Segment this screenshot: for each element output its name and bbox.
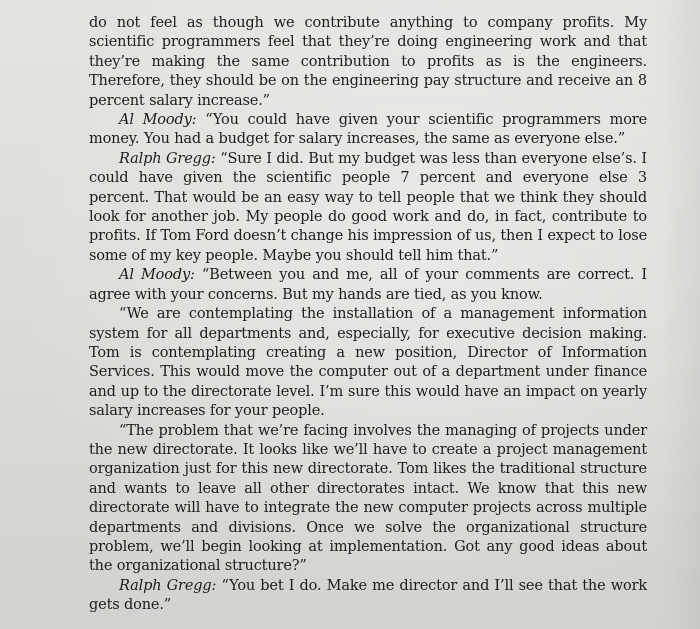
paragraph-6 <box>89 422 647 577</box>
speaker-al-moody: Al Moody: <box>119 267 195 284</box>
paragraph-7-text: “You bet I do. Make me director and I’ll see that the work gets done.” <box>89 577 648 614</box>
paragraph-4-text: “Between you and me, all of your comments are correct. I agree with your concerns. But my hands are tied, as you know. <box>89 267 647 303</box>
paragraph-6-text: “The problem that we’re facing involves the managing of projects under the new directorate. It looks like we’ll have to create a project management organization just for this new directorate. Tom likes the traditional structure and wants to leave all other directorates intact. We know that this new directorate will have to integrate the new computer projects across multiple departments and divisions. Once we solve the organizational structure problem, we’ll begin looking at implementation. Got any good ideas about the organizational structure?” <box>89 422 647 575</box>
paragraph-7 <box>89 577 647 616</box>
paragraph-2 <box>89 111 647 150</box>
speaker-ralph-gregg: Ralph Gregg: <box>119 577 217 594</box>
paragraph-2-text: “You could have given your scientific programmers more money. You had a budget for salary increases, the same as everyone else.” <box>89 112 647 148</box>
paragraph-5 <box>89 305 647 421</box>
speaker-ralph-gregg: Ralph Gregg: <box>119 150 216 167</box>
paragraph-4 <box>89 266 647 305</box>
speaker-al-moody: Al Moody: <box>119 112 197 129</box>
paragraph-5-text: “We are contemplating the installation of a management information system for all departments and, especially, for executive decision making. Tom is contemplating creating a new position, Director of Information Services. This would move the computer out of a department under finance and up to the directorate level. I’m sure this would have an impact on yearly salary increases for your people. <box>89 306 647 420</box>
paragraph-1 <box>89 14 647 111</box>
dialogue-text-block <box>89 14 647 616</box>
paragraph-3-text: “Sure I did. But my budget was less than everyone else’s. I could have given the scientific people 7 percent and everyone else 3 percent. That would be an easy way to tell people that we think they should look for another job. My people do good work and do, in fact, contribute to profits. If Tom Ford doesn’t change his impression of us, then I expect to lose some of my key people. Maybe you should tell him that.” <box>89 150 647 264</box>
paragraph-3 <box>89 150 647 266</box>
paragraph-1-text: do not feel as though we contribute anything to company profits. My scientific programmers feel that they’re doing engineering work and that they’re making the same contribution to profits as is the engineers. Therefore, they should be on the engineering pay structure and receive an 8 percent salary increase.” <box>89 15 647 109</box>
